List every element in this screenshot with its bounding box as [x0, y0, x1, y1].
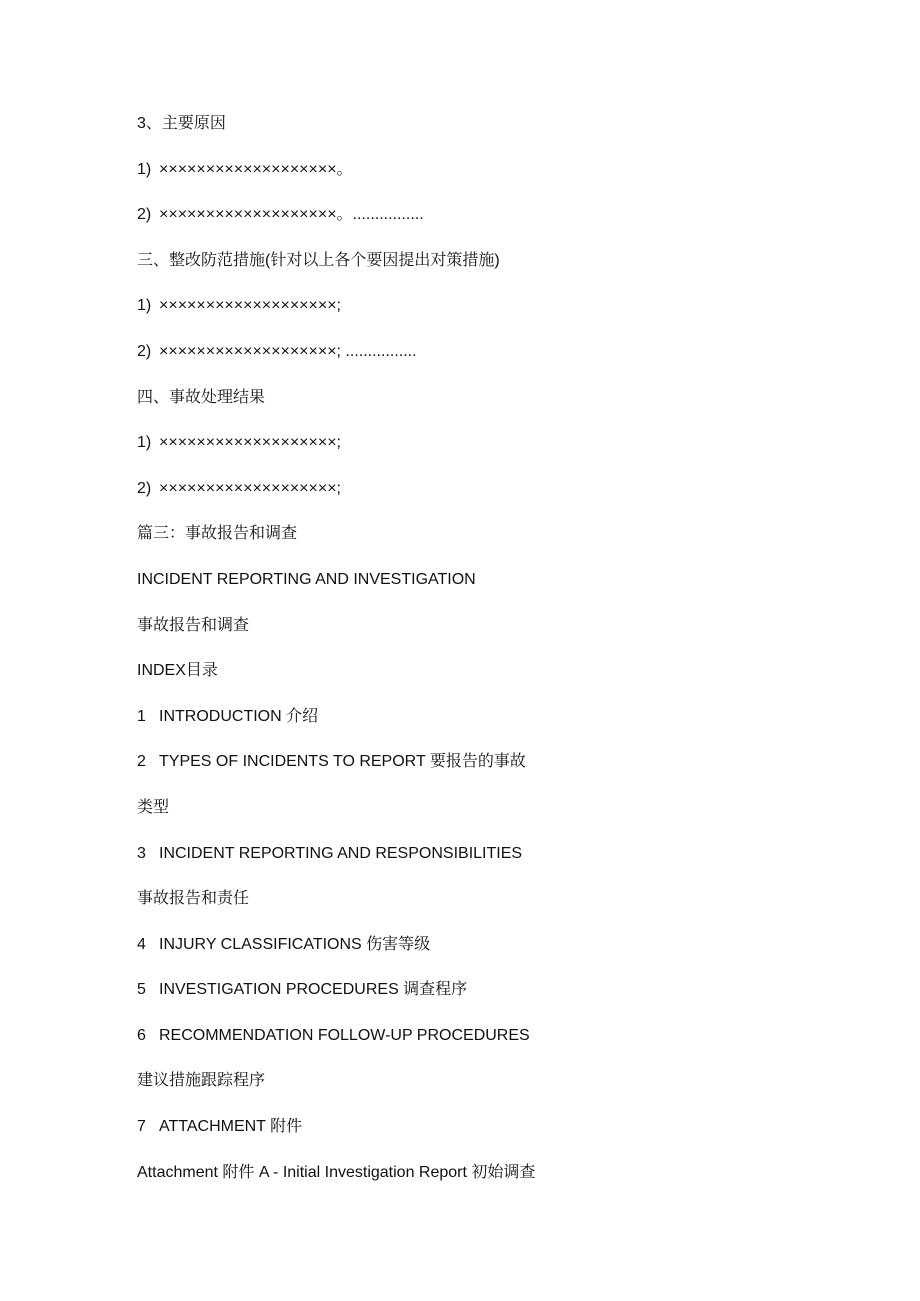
line-text: 三、整改防范措施(针对以上各个要因提出对策措施): [137, 251, 500, 269]
line-text: 篇三：事故报告和调查: [137, 525, 298, 543]
toc-text: INCIDENT REPORTING AND RESPONSIBILITIES: [159, 844, 523, 862]
toc-number: 6: [137, 1026, 146, 1044]
line-text: INDEX目录: [137, 662, 218, 680]
list-text: ×××××××××××××××××××。................: [159, 206, 424, 224]
list-number: 1): [137, 297, 152, 315]
toc-number: 4: [137, 935, 146, 953]
line-text: INCIDENT REPORTING AND INVESTIGATION: [137, 570, 476, 588]
list-item: [137, 477, 837, 523]
heading-chinese-title: [137, 614, 837, 660]
toc-item: [137, 933, 837, 979]
list-item: [137, 203, 837, 249]
toc-item: [137, 705, 837, 751]
list-item: [137, 431, 837, 477]
toc-number: 7: [137, 1118, 146, 1136]
toc-item: [137, 1024, 837, 1070]
list-text: ×××××××××××××××××××; ................: [159, 342, 417, 360]
toc-item: [137, 1115, 837, 1161]
list-item: [137, 340, 837, 386]
toc-text: INJURY CLASSIFICATIONS 伤害等级: [159, 935, 431, 953]
list-text: ×××××××××××××××××××;: [159, 297, 341, 315]
line-text: Attachment 附件 A - Initial Investigation Report 初始调查: [137, 1163, 536, 1181]
toc-number: 1: [137, 707, 146, 725]
heading-english-title: [137, 568, 837, 614]
list-number: 1): [137, 434, 152, 452]
list-text: ×××××××××××××××××××;: [159, 434, 341, 452]
line-section-3-causes: [137, 112, 837, 158]
heading-incident-handling-result: [137, 386, 837, 432]
line-text: 事故报告和调查: [137, 616, 250, 634]
toc-continuation: [137, 887, 837, 933]
line-text: 3、主要原因: [137, 115, 226, 132]
toc-continuation: [137, 796, 837, 842]
list-item: [137, 294, 837, 340]
line-text: 四、事故处理结果: [137, 388, 266, 406]
heading-rectification-measures: [137, 249, 837, 295]
document-body: [137, 112, 837, 1206]
list-number: 2): [137, 206, 152, 224]
toc-text: ATTACHMENT 附件: [159, 1118, 303, 1136]
heading-part-three: [137, 522, 837, 568]
index-heading: [137, 659, 837, 705]
toc-number: 5: [137, 981, 146, 999]
line-text: 建议措施跟踪程序: [137, 1072, 266, 1090]
toc-item: [137, 978, 837, 1024]
toc-text: RECOMMENDATION FOLLOW-UP PROCEDURES: [159, 1026, 530, 1044]
list-text: ×××××××××××××××××××;: [159, 479, 341, 497]
line-text: 事故报告和责任: [137, 890, 250, 908]
toc-number: 2: [137, 753, 146, 771]
list-text: ×××××××××××××××××××。: [159, 160, 353, 178]
toc-text: INVESTIGATION PROCEDURES 调查程序: [159, 981, 468, 999]
toc-text: INTRODUCTION 介绍: [159, 707, 319, 725]
toc-item: [137, 842, 837, 888]
list-number: 1): [137, 160, 152, 178]
list-number: 2): [137, 342, 152, 360]
toc-number: 3: [137, 844, 146, 862]
toc-text: TYPES OF INCIDENTS TO REPORT 要报告的事故: [159, 753, 526, 771]
toc-continuation: [137, 1069, 837, 1115]
attachment-line: [137, 1161, 837, 1207]
list-item: [137, 158, 837, 204]
line-text: 类型: [137, 798, 170, 816]
toc-item: [137, 750, 837, 796]
list-number: 2): [137, 479, 152, 497]
